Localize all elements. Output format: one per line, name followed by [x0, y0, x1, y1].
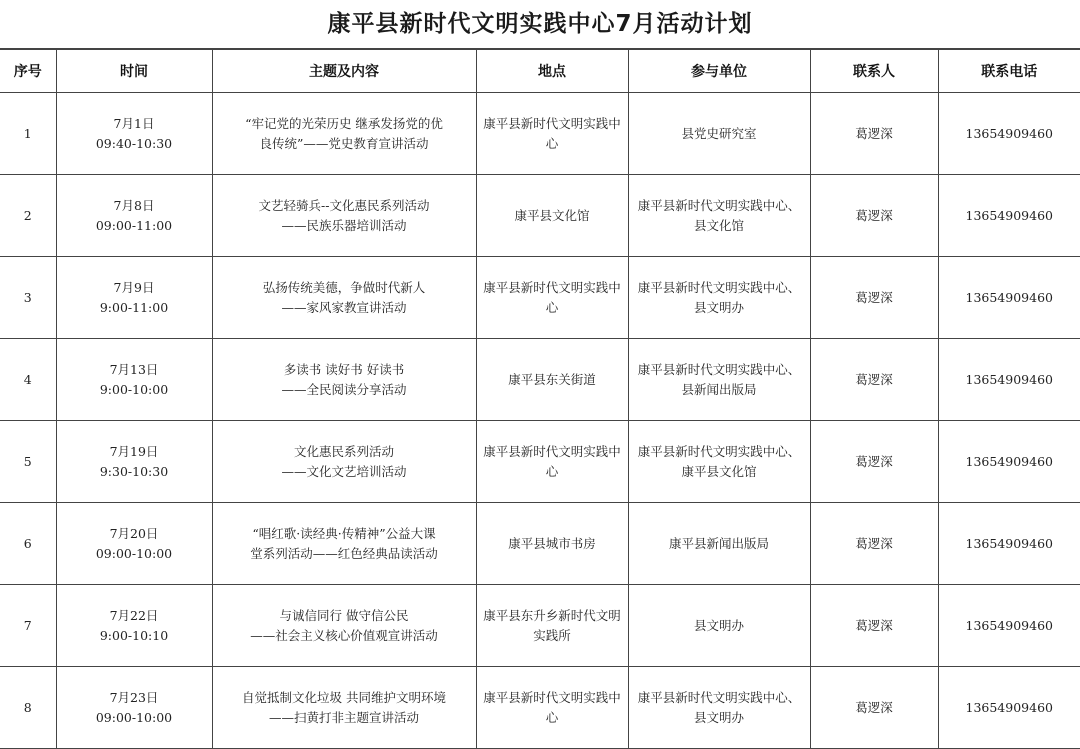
header-contact: 联系人: [810, 50, 938, 93]
cell-units: [628, 585, 810, 667]
contact-phone: 13654909460: [965, 371, 1053, 387]
topic-line: “牢记党的光荣历史 继承发扬党的优: [245, 115, 443, 131]
topic-line: 与诚信同行 做守信公民: [279, 607, 409, 623]
contact-person: 葛逻深: [855, 453, 893, 469]
table-row: [0, 503, 1080, 585]
contact-phone: 13654909460: [965, 453, 1053, 469]
activity-time: 09:00-11:00: [95, 217, 173, 233]
activity-date: 7月19日: [109, 443, 159, 459]
cell-location: [476, 339, 628, 421]
cell-contact: [810, 421, 938, 503]
activity-location: 康平县新时代文明实践中心: [483, 279, 621, 315]
row-number: 4: [23, 371, 32, 387]
row-number: 1: [23, 125, 32, 141]
cell-topic: [212, 585, 476, 667]
table-row: [0, 257, 1080, 339]
cell-topic: [212, 503, 476, 585]
table-row: [0, 93, 1080, 175]
topic-line: 文艺轻骑兵--文化惠民系列活动: [258, 197, 430, 213]
header-phone: 联系电话: [938, 50, 1080, 93]
cell-units: [628, 93, 810, 175]
cell-time: [56, 667, 212, 749]
cell-location: [476, 175, 628, 257]
cell-units: [628, 421, 810, 503]
contact-phone: 13654909460: [965, 617, 1053, 633]
contact-phone: 13654909460: [965, 207, 1053, 223]
cell-topic: [212, 257, 476, 339]
cell-number: [0, 503, 56, 585]
topic-line: ——家风家教宣讲活动: [281, 299, 407, 315]
contact-person: 葛逻深: [855, 699, 893, 715]
contact-person: 葛逻深: [855, 371, 893, 387]
header-number: 序号: [0, 50, 56, 93]
cell-units: [628, 257, 810, 339]
activity-date: 7月13日: [109, 361, 159, 377]
table-row: [0, 667, 1080, 749]
activity-location: 康平县新时代文明实践中心: [483, 689, 621, 725]
cell-contact: [810, 667, 938, 749]
cell-contact: [810, 503, 938, 585]
row-number: 8: [23, 699, 32, 715]
contact-phone: 13654909460: [965, 289, 1053, 305]
header-topic: 主题及内容: [212, 50, 476, 93]
activity-date: 7月22日: [109, 607, 159, 623]
page-title: 康平县新时代文明实践中心7月活动计划: [0, 0, 1080, 49]
cell-phone: [938, 421, 1080, 503]
cell-units: [628, 175, 810, 257]
table-row: [0, 339, 1080, 421]
row-number: 3: [23, 289, 32, 305]
cell-phone: [938, 339, 1080, 421]
activity-date: 7月23日: [109, 689, 159, 705]
participating-units: 康平县新时代文明实践中心、县文化馆: [637, 197, 801, 233]
cell-topic: [212, 175, 476, 257]
row-number: 5: [23, 453, 32, 469]
cell-phone: [938, 175, 1080, 257]
contact-phone: 13654909460: [965, 699, 1053, 715]
cell-phone: [938, 503, 1080, 585]
topic-line: 多读书 读好书 好读书: [283, 361, 405, 377]
topic-line: “唱红歌·读经典·传精神”公益大课: [252, 525, 436, 541]
cell-number: [0, 421, 56, 503]
contact-person: 葛逻深: [855, 617, 893, 633]
row-number: 7: [23, 617, 32, 633]
activity-date: 7月20日: [109, 525, 159, 541]
cell-number: [0, 585, 56, 667]
contact-person: 葛逻深: [855, 289, 893, 305]
cell-number: [0, 175, 56, 257]
participating-units: 康平县新时代文明实践中心、康平县文化馆: [637, 443, 801, 479]
cell-location: [476, 585, 628, 667]
activity-time: 09:00-10:00: [95, 709, 173, 725]
header-time: 时间: [56, 50, 212, 93]
table-row: [0, 175, 1080, 257]
activity-location: 康平县新时代文明实践中心: [483, 115, 621, 151]
participating-units: 康平县新闻出版局: [668, 535, 769, 551]
cell-units: [628, 339, 810, 421]
activity-location: 康平县城市书房: [508, 535, 596, 551]
cell-topic: [212, 667, 476, 749]
cell-units: [628, 667, 810, 749]
cell-time: [56, 93, 212, 175]
cell-units: [628, 503, 810, 585]
cell-topic: [212, 421, 476, 503]
activity-location: 康平县文化馆: [514, 207, 590, 223]
activity-location: 康平县东升乡新时代文明实践所: [483, 607, 621, 643]
table-row: [0, 421, 1080, 503]
contact-phone: 13654909460: [965, 125, 1053, 141]
topic-line: ——民族乐器培训活动: [281, 217, 407, 233]
cell-contact: [810, 585, 938, 667]
activity-table: [0, 49, 1080, 749]
cell-contact: [810, 339, 938, 421]
cell-contact: [810, 175, 938, 257]
header-location: 地点: [476, 50, 628, 93]
cell-phone: [938, 667, 1080, 749]
activity-time: 9:00-10:10: [99, 627, 169, 643]
participating-units: 康平县新时代文明实践中心、县新闻出版局: [637, 361, 801, 397]
table-row: [0, 585, 1080, 667]
cell-location: [476, 93, 628, 175]
contact-person: 葛逻深: [855, 125, 893, 141]
topic-line: 良传统”——党史教育宣讲活动: [259, 135, 429, 151]
cell-location: [476, 503, 628, 585]
cell-location: [476, 667, 628, 749]
cell-number: [0, 339, 56, 421]
cell-number: [0, 93, 56, 175]
participating-units: 康平县新时代文明实践中心、县文明办: [637, 689, 801, 725]
cell-topic: [212, 339, 476, 421]
topic-line: ——扫黄打非主题宣讲活动: [268, 709, 419, 725]
activity-time: 9:00-10:00: [99, 381, 169, 397]
cell-phone: [938, 93, 1080, 175]
activity-location: 康平县新时代文明实践中心: [483, 443, 621, 479]
participating-units: 县文明办: [693, 617, 744, 633]
activity-time: 9:00-11:00: [99, 299, 169, 315]
cell-time: [56, 503, 212, 585]
cell-time: [56, 257, 212, 339]
topic-line: 弘扬传统美德，争做时代新人: [262, 279, 426, 295]
header-units: 参与单位: [628, 50, 810, 93]
cell-contact: [810, 257, 938, 339]
cell-contact: [810, 93, 938, 175]
topic-line: 堂系列活动——红色经典品读活动: [250, 545, 438, 561]
cell-time: [56, 339, 212, 421]
cell-time: [56, 585, 212, 667]
row-number: 2: [23, 207, 32, 223]
contact-person: 葛逻深: [855, 207, 893, 223]
activity-date: 7月8日: [113, 197, 155, 213]
topic-line: ——文化文艺培训活动: [281, 463, 407, 479]
cell-time: [56, 421, 212, 503]
cell-topic: [212, 93, 476, 175]
cell-number: [0, 257, 56, 339]
activity-date: 7月1日: [113, 115, 155, 131]
activity-time: 9:30-10:30: [99, 463, 169, 479]
contact-person: 葛逻深: [855, 535, 893, 551]
activity-location: 康平县东关街道: [508, 371, 596, 387]
cell-phone: [938, 257, 1080, 339]
cell-number: [0, 667, 56, 749]
topic-line: 文化惠民系列活动: [293, 443, 394, 459]
participating-units: 康平县新时代文明实践中心、县文明办: [637, 279, 801, 315]
table-header-row: [0, 50, 1080, 93]
activity-date: 7月9日: [113, 279, 155, 295]
cell-location: [476, 421, 628, 503]
contact-phone: 13654909460: [965, 535, 1053, 551]
row-number: 6: [23, 535, 32, 551]
topic-line: ——全民阅读分享活动: [281, 381, 407, 397]
participating-units: 县党史研究室: [681, 125, 757, 141]
cell-location: [476, 257, 628, 339]
activity-time: 09:40-10:30: [95, 135, 173, 151]
cell-time: [56, 175, 212, 257]
topic-line: 自觉抵制文化垃圾 共同维护文明环境: [242, 689, 446, 705]
activity-time: 09:00-10:00: [95, 545, 173, 561]
cell-phone: [938, 585, 1080, 667]
topic-line: ——社会主义核心价值观宣讲活动: [250, 627, 438, 643]
table-body: [0, 93, 1080, 749]
